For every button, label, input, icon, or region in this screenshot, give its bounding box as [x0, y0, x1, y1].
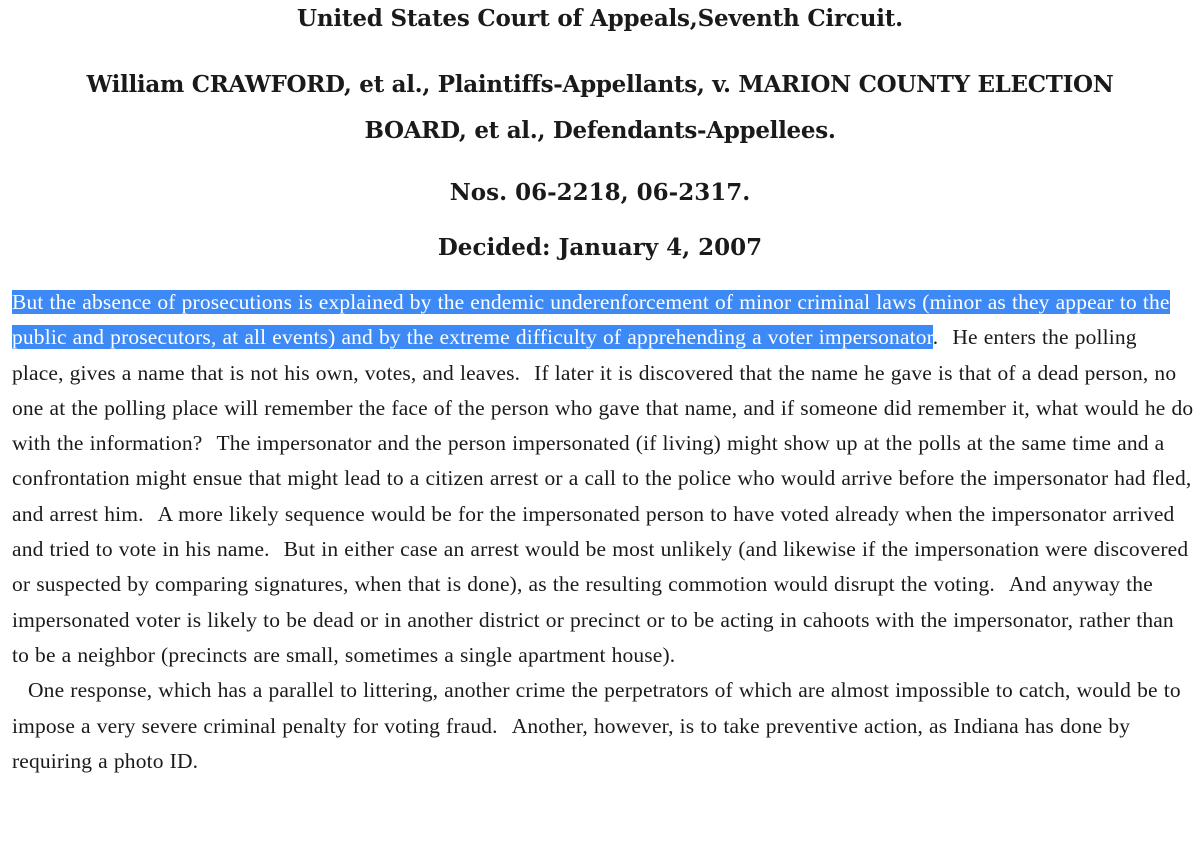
- paragraph-1[interactable]: [12, 285, 1194, 673]
- docket-numbers: Nos. 06-2218, 06-2317.: [449, 179, 751, 206]
- paragraph-2[interactable]: [12, 673, 1194, 779]
- caption-line-2: BOARD, et al., Defendants-Appellees.: [364, 117, 836, 144]
- case-caption: [0, 62, 1200, 154]
- sentence-3: If later it is discovered that the name he gave is that of a dead person, no one at the polling place will remember the face of the person who gave that name, and if someone did remember it, what would he do with the information?: [12, 360, 1194, 456]
- opinion-text[interactable]: [12, 285, 1194, 779]
- sentence-2: He enters the polling place, gives a name that is not his own, votes, and leaves.: [12, 325, 1137, 385]
- sentence-1-end: .: [932, 325, 939, 350]
- selected-text-highlight[interactable]: But the absence of prosecutions is explained by the endemic underenforcement of minor criminal laws (minor as they appear to the public and prosecutors, at all events) and by the extreme difficulty of apprehending a voter impersonator: [12, 290, 1170, 350]
- sentence-5: A more likely sequence would be for the impersonated person to have voted already when the impersonator arrived and tried to vote in his name.: [12, 501, 1175, 562]
- sentence-6: But in either case an arrest would be most unlikely (and likewise if the impersonation were discovered or suspected by comparing signatures, when that is done), as the resulting commotion would disrupt the voting.: [12, 537, 1189, 597]
- paragraph-2-sentence-1: One response, which has a parallel to littering, another crime the perpetrators of which are almost impossible to catch, would be to impose a very severe criminal penalty for voting fraud.: [12, 678, 1181, 738]
- caption-line-1: William CRAWFORD, et al., Plaintiffs-Appellants, v. MARION COUNTY ELECTION: [86, 71, 1114, 98]
- decision-date: Decided: January 4, 2007: [437, 234, 763, 261]
- sentence-4: The impersonator and the person impersonated (if living) might show up at the polls at the same time and a confrontation might ensue that might lead to a citizen arrest or a call to the police who would arrive before the impersonator had fled, and arrest him.: [12, 431, 1192, 526]
- court-name: United States Court of Appeals,Seventh Circuit.: [297, 5, 903, 32]
- paragraph-2-sentence-2: Another, however, is to take preventive action, as Indiana has done by requiring a photo ID.: [12, 713, 1131, 773]
- sentence-7: And anyway the impersonated voter is likely to be dead or in another district or precinct or to be acting in cahoots with the impersonator, rather than to be a neighbor (precincts are small, sometimes a single apartment house).: [12, 572, 1174, 667]
